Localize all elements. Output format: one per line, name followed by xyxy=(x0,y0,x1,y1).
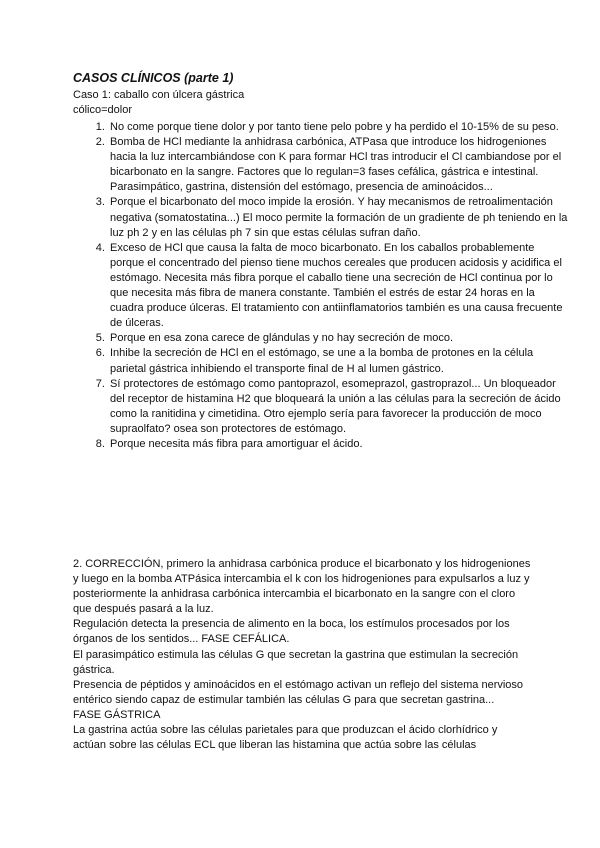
list-item: 5. Porque en esa zona carece de glándulas y no hay secreción de moco. xyxy=(108,331,568,346)
paragraph: Regulación detecta la presencia de alimento en la boca, los estímulos procesados por los órganos de los sentidos... FASE CEFÁLICA. xyxy=(73,618,510,646)
note-line: cólico=dolor xyxy=(73,104,133,116)
paragraph: Presencia de péptidos y aminoácidos en el estómago activan un reflejo del sistema nervioso entérico siendo capaz de estimular también las células G para que secretan gastrina... xyxy=(73,678,524,706)
list-item: 4. Exceso de HCl que causa la falta de moco bicarbonato. En los caballos probablemente porque el concentrado del pienso tiene muchos cereales que producen acidosis y acidifica el estómago. Necesita más fibra porque el caballo tiene una secreción de HCl continua por lo que necesita más fibra de manera constante. También el estrés de estar 24 horas en la cuadra produce úlceras. El tratamiento con antiinflamatorios también es una causa frecuente de úlceras. xyxy=(108,241,568,332)
list-item: 6. Inhibe la secreción de HCl en el estómago, se une a la bomba de protones en la célula parietal gástrica inhibiendo el transporte final de H al lumen gástrico. xyxy=(108,346,568,376)
correction-section xyxy=(73,557,533,753)
paragraph: FASE GÁSTRICA xyxy=(73,708,161,721)
case-heading: Caso 1: caballo con úlcera gástrica xyxy=(73,89,245,101)
paragraph: 2. CORRECCIÓN, primero la anhidrasa carbónica produce el bicarbonato y los hidrogeniones y luego en la bomba ATPásica intercambia el k con los hidrogeniones para expulsarlos a luz y posteriormente la anhidrasa carbónica intercambia el bicarbonato en la sangre con el cloro que después pasará a la luz. xyxy=(73,558,531,616)
paragraph: El parasimpático estimula las células G que secretan la gastrina que estimulan la secreción gástrica. xyxy=(73,648,519,676)
list-item: 7. Sí protectores de estómago como pantoprazol, esomeprazol, gastroprazol... Un bloqueador del receptor de histamina H2 que bloqueará la unión a las células para la secreción de ácido como la ranitidina y cimetidina. Otro ejemplo sería para favorecer la producción de moco supraolfato? osea son protectores de estómago. xyxy=(108,377,568,437)
answers-list xyxy=(73,120,568,452)
paragraph: La gastrina actúa sobre las células parietales para que produzcan el ácido clorhídrico y actúan sobre las células ECL que liberan las histamina que actúa sobre las células xyxy=(73,724,498,752)
list-item: 3. Porque el bicarbonato del moco impide la erosión. Y hay mecanismos de retroalimentación negativa (somatostatina...) El moco permite la formación de un gradiente de ph teniendo en la luz ph 2 y en las células ph 7 sin que estas células sufran daño. xyxy=(108,195,568,240)
list-item: 1. No come porque tiene dolor y por tanto tiene pelo pobre y ha perdido el 10-15% de su peso. xyxy=(108,120,568,135)
document-title: CASOS CLÍNICOS (parte 1) xyxy=(73,71,234,85)
list-item: 2. Bomba de HCl mediante la anhidrasa carbónica, ATPasa que introduce los hidrogeniones hacia la luz intercambiándose con K para formar HCl tras introducir el Cl cambiandose por el bicarbonato en la sangre. Factores que lo regulan=3 fases cefálica, gástrica e intestinal. Parasimpático, gastrina, distensión del estómago, presencia de aminoácidos... xyxy=(108,135,568,195)
list-item: 8. Porque necesita más fibra para amortiguar el ácido. xyxy=(108,437,568,452)
